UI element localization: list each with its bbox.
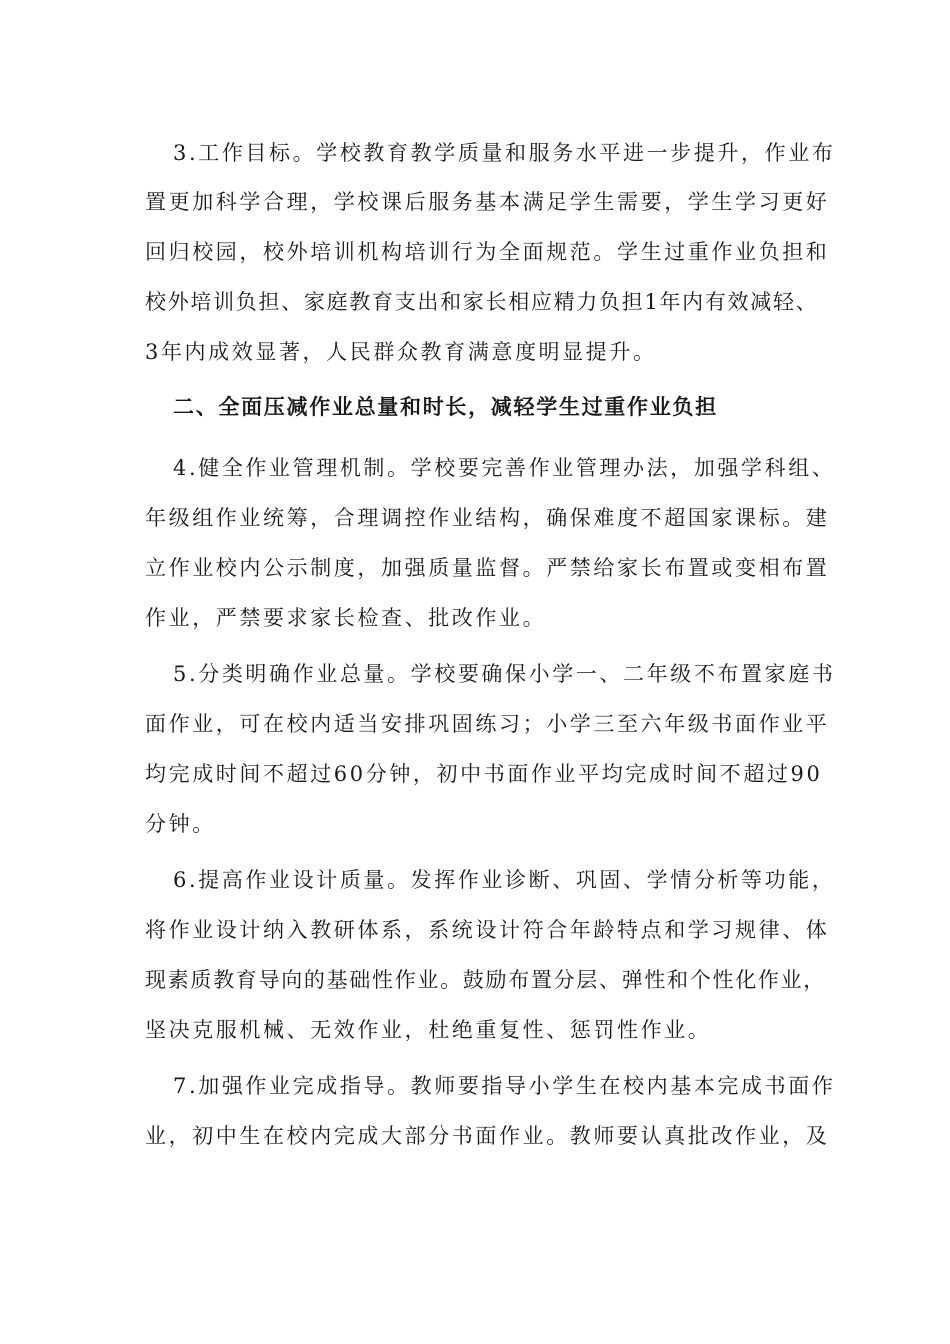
paragraph-3-line-1: 3.工作目标。学校教育教学质量和服务水平进一步提升，作业布 [173, 141, 836, 165]
paragraph-4-line-1: 4.健全作业管理机制。学校要完善作业管理办法，加强学科组、 [173, 456, 836, 480]
paragraph-4-line-2: 年级组作业统筹，合理调控作业结构，确保难度不超国家课标。建 [145, 506, 830, 530]
paragraph-5-line-3: 均完成时间不超过60分钟，初中书面作业平均完成时间不超过90 [145, 762, 823, 786]
paragraph-3-line-2: 置更加科学合理，学校课后服务基本满足学生需要，学生学习更好 [145, 190, 830, 214]
paragraph-3-line-3: 回归校园，校外培训机构培训行为全面规范。学生过重作业负担和 [145, 240, 830, 264]
paragraph-5-line-1: 5.分类明确作业总量。学校要确保小学一、二年级不布置家庭书 [173, 662, 836, 686]
paragraph-4-line-4: 作业，严禁要求家长检查、批改作业。 [145, 606, 547, 630]
paragraph-6-line-3: 现素质教育导向的基础性作业。鼓励布置分层、弹性和个性化作业， [145, 968, 826, 992]
section-heading: 二、全面压减作业总量和时长，减轻学生过重作业负担 [173, 394, 718, 419]
paragraph-4-line-3: 立作业校内公示制度，加强质量监督。严禁给家长布置或变相布置 [145, 556, 830, 580]
paragraph-6-line-4: 坚决克服机械、无效作业，杜绝重复性、惩罚性作业。 [145, 1018, 712, 1042]
paragraph-3-line-4: 校外培训负担、家庭教育支出和家长相应精力负担1年内有效减轻、 [145, 290, 819, 314]
paragraph-5-line-2: 面作业，可在校内适当安排巩固练习；小学三至六年级书面作业平 [145, 712, 830, 736]
paragraph-5-line-4: 分钟。 [145, 812, 216, 836]
paragraph-7-line-1: 7.加强作业完成指导。教师要指导小学生在校内基本完成书面作 [173, 1074, 836, 1098]
paragraph-7-line-2: 业，初中生在校内完成大部分书面作业。教师要认真批改作业，及 [145, 1124, 830, 1148]
paragraph-6-line-1: 6.提高作业设计质量。发挥作业诊断、巩固、学情分析等功能， [173, 868, 836, 892]
paragraph-6-line-2: 将作业设计纳入教研体系，系统设计符合年龄特点和学习规律、体 [145, 918, 830, 942]
paragraph-3-line-5: 3年内成效显著，人民群众教育满意度明显提升。 [145, 340, 657, 364]
